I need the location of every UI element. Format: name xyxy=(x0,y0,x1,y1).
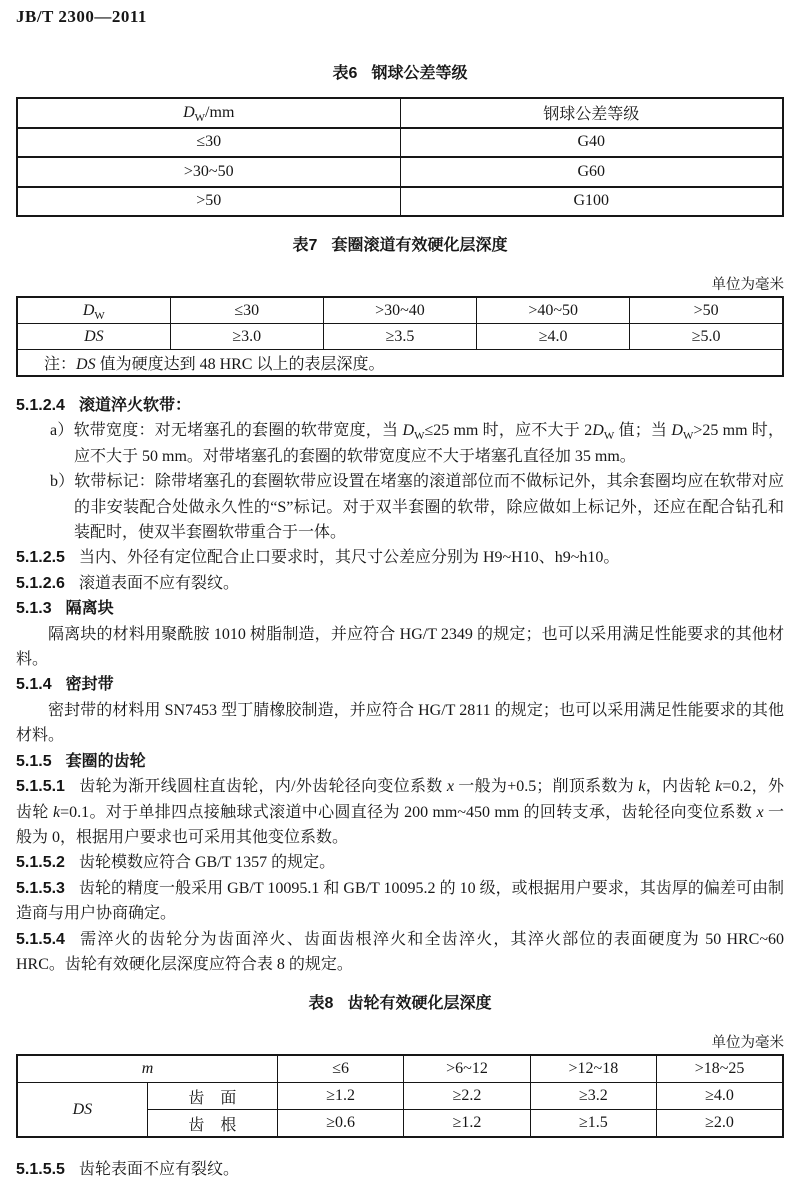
table-cell: ≥1.2 xyxy=(404,1110,530,1138)
clause-5-1-2-6 xyxy=(16,571,784,596)
table6-caption-label: 表6 xyxy=(332,65,358,82)
table7-note xyxy=(17,350,783,377)
standard-number: JB/T 2300—2011 xyxy=(16,7,147,26)
clause-number: 5.1.5.5 xyxy=(16,1161,65,1179)
clause-title: 隔离块 xyxy=(65,600,114,618)
clause-5-1-5-3 xyxy=(16,876,784,927)
table8-gear-hardened-depth xyxy=(16,1054,784,1138)
table8-caption xyxy=(16,994,784,1014)
ds-symbol: DS xyxy=(84,327,104,345)
table-row xyxy=(17,187,783,217)
clause-text: 齿轮表面不应有裂纹。 xyxy=(78,1161,239,1179)
clause-title: 套圈的齿轮 xyxy=(65,752,146,770)
table7-caption-label: 表7 xyxy=(292,237,318,254)
table8-caption-title: 齿轮有效硬化层深度 xyxy=(347,995,492,1013)
table6-header-grade: 钢球公差等级 xyxy=(400,98,783,128)
heading-5-1-4 xyxy=(16,672,784,697)
clause-number: 5.1.5.2 xyxy=(16,854,65,872)
table-cell: >30~40 xyxy=(323,297,476,324)
clause-5-1-5-1 xyxy=(16,774,784,850)
table-cell: G100 xyxy=(400,187,783,217)
clause-text: 齿轮的精度一般采用 GB/T 10095.1 和 GB/T 10095.2 的 10 级，或根据用户要求，其齿厚的偏差可由制造商与用户协商确定。 xyxy=(16,879,784,923)
table-cell: G60 xyxy=(400,157,783,187)
clause-number: 5.1.3 xyxy=(16,600,52,618)
paragraph-5-1-3: 隔离块的材料用聚酰胺 1010 树脂制造，并应符合 HG/T 2349 的规定；也可以采用满足性能要求的其他材料。 xyxy=(16,625,784,669)
table-cell: ≥4.0 xyxy=(657,1083,783,1110)
table7-caption xyxy=(16,236,784,256)
note-text: 注：DS 值为硬度达到 48 HRC 以上的表层深度。 xyxy=(44,356,385,373)
clause-text: 需淬火的齿轮分为齿面淬火、齿面齿根淬火和全齿淬火，其淬火部位的表面硬度为 50 HRC~60 HRC。齿轮有效硬化层深度应符合表 8 的规定。 xyxy=(16,930,784,973)
column-header: >18~25 xyxy=(657,1055,783,1083)
paragraph-5-1-4: 密封带的材料用 SN7453 型丁腈橡胶制造，并应符合 HG/T 2811 的规定；也可以采用满足性能要求的其他材料。 xyxy=(16,701,784,745)
table-cell: ≥5.0 xyxy=(630,324,783,350)
m-symbol: m xyxy=(141,1060,154,1078)
table7-header-row xyxy=(17,297,783,324)
clause-number: 5.1.2.5 xyxy=(16,549,65,567)
table6-caption xyxy=(16,64,784,84)
column-header: ≤6 xyxy=(277,1055,403,1083)
row-label: 齿 面 xyxy=(147,1083,277,1110)
table7-raceway-hardened-depth xyxy=(16,296,784,377)
table7-caption-title: 套圈滚道有效硬化层深度 xyxy=(331,237,508,254)
table8-flank-row xyxy=(17,1083,783,1110)
table7-ds-row xyxy=(17,324,783,350)
column-header: >6~12 xyxy=(404,1055,530,1083)
clause-5-1-2-4 xyxy=(16,393,784,418)
clause-text: 滚道表面不应有裂纹。 xyxy=(78,574,239,592)
table-cell: ≥3.5 xyxy=(323,324,476,350)
table8-header-row xyxy=(17,1055,783,1083)
clause-number: 5.1.5 xyxy=(16,752,52,770)
table-cell: ≤30 xyxy=(17,128,400,158)
table-row xyxy=(17,157,783,187)
table7-ds-label xyxy=(17,324,170,350)
clause-5-1-5-4 xyxy=(16,927,784,978)
table-cell: ≥1.2 xyxy=(277,1083,403,1110)
clause-number: 5.1.2.4 xyxy=(16,397,65,414)
table7-unit-note: 单位为毫米 xyxy=(711,277,784,293)
table-cell: ≥2.0 xyxy=(657,1110,783,1138)
clause-number: 5.1.5.3 xyxy=(16,879,65,897)
clause-number: 5.1.2.6 xyxy=(16,574,65,592)
clause-text: 齿轮模数应符合 GB/T 1357 的规定。 xyxy=(78,854,336,872)
dw-symbol: $D_W$ xyxy=(82,301,105,322)
clause-text: 当内、外径有定位配合止口要求时，其尺寸公差应分别为 H9~H10、h9~h10。 xyxy=(78,549,620,567)
clause-title: 滚道淬火软带： xyxy=(78,397,191,414)
table-cell: >30~50 xyxy=(17,157,400,187)
column-header: >12~18 xyxy=(530,1055,656,1083)
table-cell: >50 xyxy=(17,187,400,217)
clause-5-1-5-2 xyxy=(16,850,784,875)
table6-steel-ball-tolerance xyxy=(16,97,784,217)
table-cell: ≥1.5 xyxy=(530,1110,656,1138)
table-row xyxy=(17,128,783,158)
table-cell: >40~50 xyxy=(477,297,630,324)
clause-5-1-5-5 xyxy=(16,1157,784,1182)
clause-title: 密封带 xyxy=(65,676,114,694)
table7-dw-label xyxy=(17,297,170,324)
clause-text: 齿轮为渐开线圆柱直齿轮，内/外齿轮径向变位系数 x 一般为+0.5；削顶系数为 k，内齿轮 k=0.2，外齿轮 k=0.1。对于单排四点接触球式滚道中心圆直径为 200 mm~450 mm 的回转支承，齿轮径向变位系数 x 一般为 0，根据用户要求也可采用其他变位系数。 xyxy=(16,778,784,846)
table8-m-label xyxy=(17,1055,277,1083)
heading-5-1-3 xyxy=(16,596,784,621)
table-cell: G40 xyxy=(400,128,783,158)
table6-header-dw xyxy=(17,98,400,128)
dw-symbol: $D_W/mm$ xyxy=(183,103,235,124)
list-item-b: b）软带标记：除带堵塞孔的套圈软带应设置在堵塞的滚道部位而不做标记外，其余套圈均应在软带对应的非安装配合处做永久性的“S”标记。对于双半套圈的软带，除应做如上标记外，还应在配合钻孔和装配时，使双半套圈软带重合于一体。 xyxy=(50,473,784,542)
clause-5-1-2-5 xyxy=(16,545,784,570)
table8-unit-note: 单位为毫米 xyxy=(711,1035,784,1052)
table-cell: >50 xyxy=(630,297,783,324)
table6-header-row xyxy=(17,98,783,128)
table-cell: ≥0.6 xyxy=(277,1110,403,1138)
list-item-a xyxy=(16,418,784,469)
heading-5-1-5 xyxy=(16,749,784,774)
table-cell: ≥2.2 xyxy=(404,1083,530,1110)
clause-number: 5.1.5.4 xyxy=(16,930,65,948)
table-cell: ≥3.0 xyxy=(170,324,323,350)
clause-number: 5.1.5.1 xyxy=(16,778,65,796)
clause-number: 5.1.4 xyxy=(16,676,52,694)
list-item-a-text: a）软带宽度：对无堵塞孔的套圈的软带宽度，当 $D_W\le 25$ mm 时，应不大于 $2D_W$ 值；当 $D_W>25$ mm 时，应不大于 50 mm。对带堵塞孔的套圈的软带宽度应不大于堵塞孔直径加 35 mm。 xyxy=(50,422,784,465)
table-cell: ≤30 xyxy=(170,297,323,324)
table7-note-row xyxy=(17,350,783,377)
table-cell: ≥4.0 xyxy=(477,324,630,350)
row-label: 齿 根 xyxy=(147,1110,277,1138)
table8-ds-label xyxy=(17,1083,147,1138)
ds-symbol: DS xyxy=(72,1100,93,1118)
table-cell: ≥3.2 xyxy=(530,1083,656,1110)
table8-caption-label: 表8 xyxy=(308,995,334,1013)
table6-caption-title: 钢球公差等级 xyxy=(371,65,468,82)
